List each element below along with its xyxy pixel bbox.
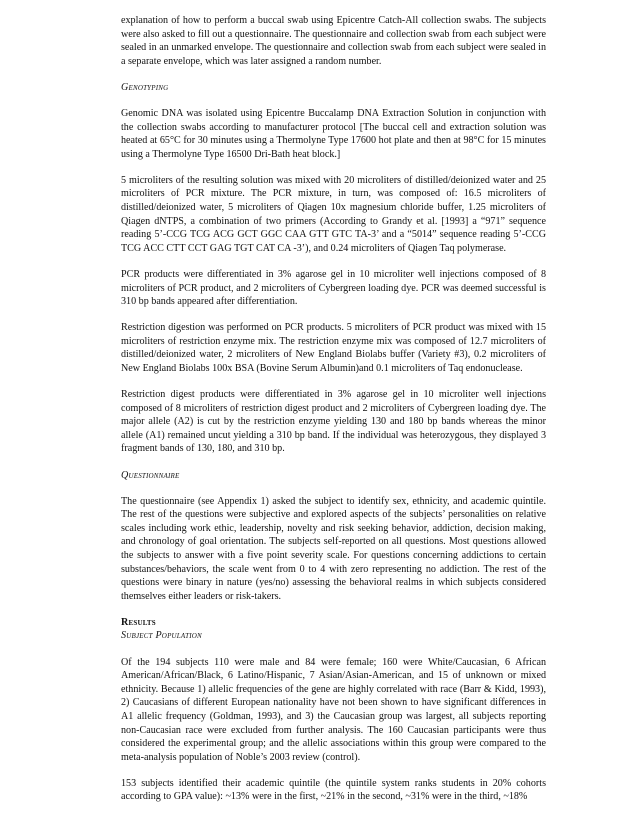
section-heading-results: Results bbox=[121, 616, 156, 628]
paragraph-genotyping-4: Restriction digestion was performed on PCR products. 5 microliters of PCR product was mixed with 15 microliters of restriction enzyme mix. The restriction enzyme mix was composed of 12.7 microliters of distilled/deionized water, 2 microliters of New England Biolabs buffer (Variety #3), 0.2 microliters of New England Biolabs 100x BSA (Bovine Serum Albumin)and 0.1 microliters of Taq endonuclease. bbox=[121, 322, 546, 374]
paragraph-intro: explanation of how to perform a buccal swab using Epicentre Catch-All collection swabs. The subjects were also asked to fill out a questionnaire. The questionnaire and collection swab from each subject were sealed in an unmarked envelope. The questionnaire and collection swab from each subject were sealed in a separate envelope, which was later assigned a random number. bbox=[121, 15, 546, 67]
paragraph-genotyping-2: 5 microliters of the resulting solution was mixed with 20 microliters of distilled/deionized water and 25 microliters of PCR mixture. The PCR mixture, in turn, was composed of: 16.5 microliters of distilled/deionized water, 5 microliters of Qiagen 10x magnesium chloride buffer, 1.25 microliters of Qiagen dNTPS, a combination of two primers (According to Grandy et al. [1993] a “971” sequence reading 5’-CCG TCG ACG GCT GGC CAA GTT GTC TA-3’ and a “5014” sequence reading 5’-CCG TCG ACC CTT CCT GAG TGT CAT CA -3’), and 0.24 microliters of Qiagen Taq polymerase. bbox=[121, 174, 546, 254]
paragraph-results-1: Of the 194 subjects 110 were male and 84 were female; 160 were White/Caucasian, 6 African American/African/Black, 6 Latino/Hispanic, 7 Asian/Asian-American, and 15 of unknown or mixed ethnicity. Because 1) allelic frequencies of the gene are highly correlated with race (Barr & Kidd, 1993), 2) Caucasians of different European nationality have not been shown to have significant differences in A1 allelic frequency (Goldman, 1993), and 3) the Caucasian group was largest, all subjects reporting non-Caucasian race were excluded from further analysis. The 160 Caucasian participants were thus considered the experimental group; and the allelic associations within this group were compared to the meta-analysis population of Noble’s 2003 review (control). bbox=[121, 656, 546, 763]
paragraph-results-2: 153 subjects identified their academic quintile (the quintile system ranks students in 20% cohorts according to GPA value): ~13% were in the first, ~21% in the second, ~31% were in the third, ~18% bbox=[121, 777, 546, 803]
paragraph-genotyping-1: Genomic DNA was isolated using Epicentre Buccalamp DNA Extraction Solution in conjunction with the collection swabs according to manufacturer protocol [The buccal cell and extraction solution was heated at 65°C for 30 minutes using a Thermolyne Type 17600 hot plate and then at 98°C for 15 minutes using a Thermolyne Type 16500 Dri-Bath heat block.] bbox=[121, 107, 546, 160]
paragraph-questionnaire-1: The questionnaire (see Appendix 1) asked the subject to identify sex, ethnicity, and academic quintile. The rest of the questions were subjective and explored aspects of the subjects’ personalities on relative scales including work ethic, leadership, novelty and risk seeking behavior, addiction, decision making, and chronology of goal orientation. The subjects self-reported on all questions. Most questions allowed the subjects to answer with a five point severity scale. For questions concerning addictions to certain substances/behaviors, the scale went from 0 to 4 with zero representing no addiction. The rest of the questions were binary in nature (yes/no) assessing the behavioral realms in which subjects considered themselves either leaders or risk-takers. bbox=[121, 495, 546, 602]
section-heading-questionnaire: Questionnaire bbox=[121, 469, 180, 481]
section-heading-genotyping: Genotyping bbox=[121, 81, 169, 93]
subsection-heading-subject-population: Subject Population bbox=[121, 630, 202, 642]
paragraph-genotyping-5: Restriction digest products were differentiated in 3% agarose gel in 10 microliter well injections composed of 8 microliters of restriction digest product and 2 microliters of Cybergreen loading dye. The major allele (A2) is cut by the restriction enzyme yielding 130 and 180 bp bands whereas the minor allele (A1) remained uncut yielding a 310 bp band. If the individual was heterozygous, they displayed 3 fragment bands of 130, 180, and 310 bp. bbox=[121, 389, 546, 455]
paragraph-genotyping-3: PCR products were differentiated in 3% agarose gel in 10 microliter well injections composed of 8 microliters of PCR product, and 2 microliters of Cybergreen loading dye. PCR was deemed successful is 310 bp bands appeared after differentiation. bbox=[121, 268, 546, 308]
document-page bbox=[121, 14, 546, 817]
